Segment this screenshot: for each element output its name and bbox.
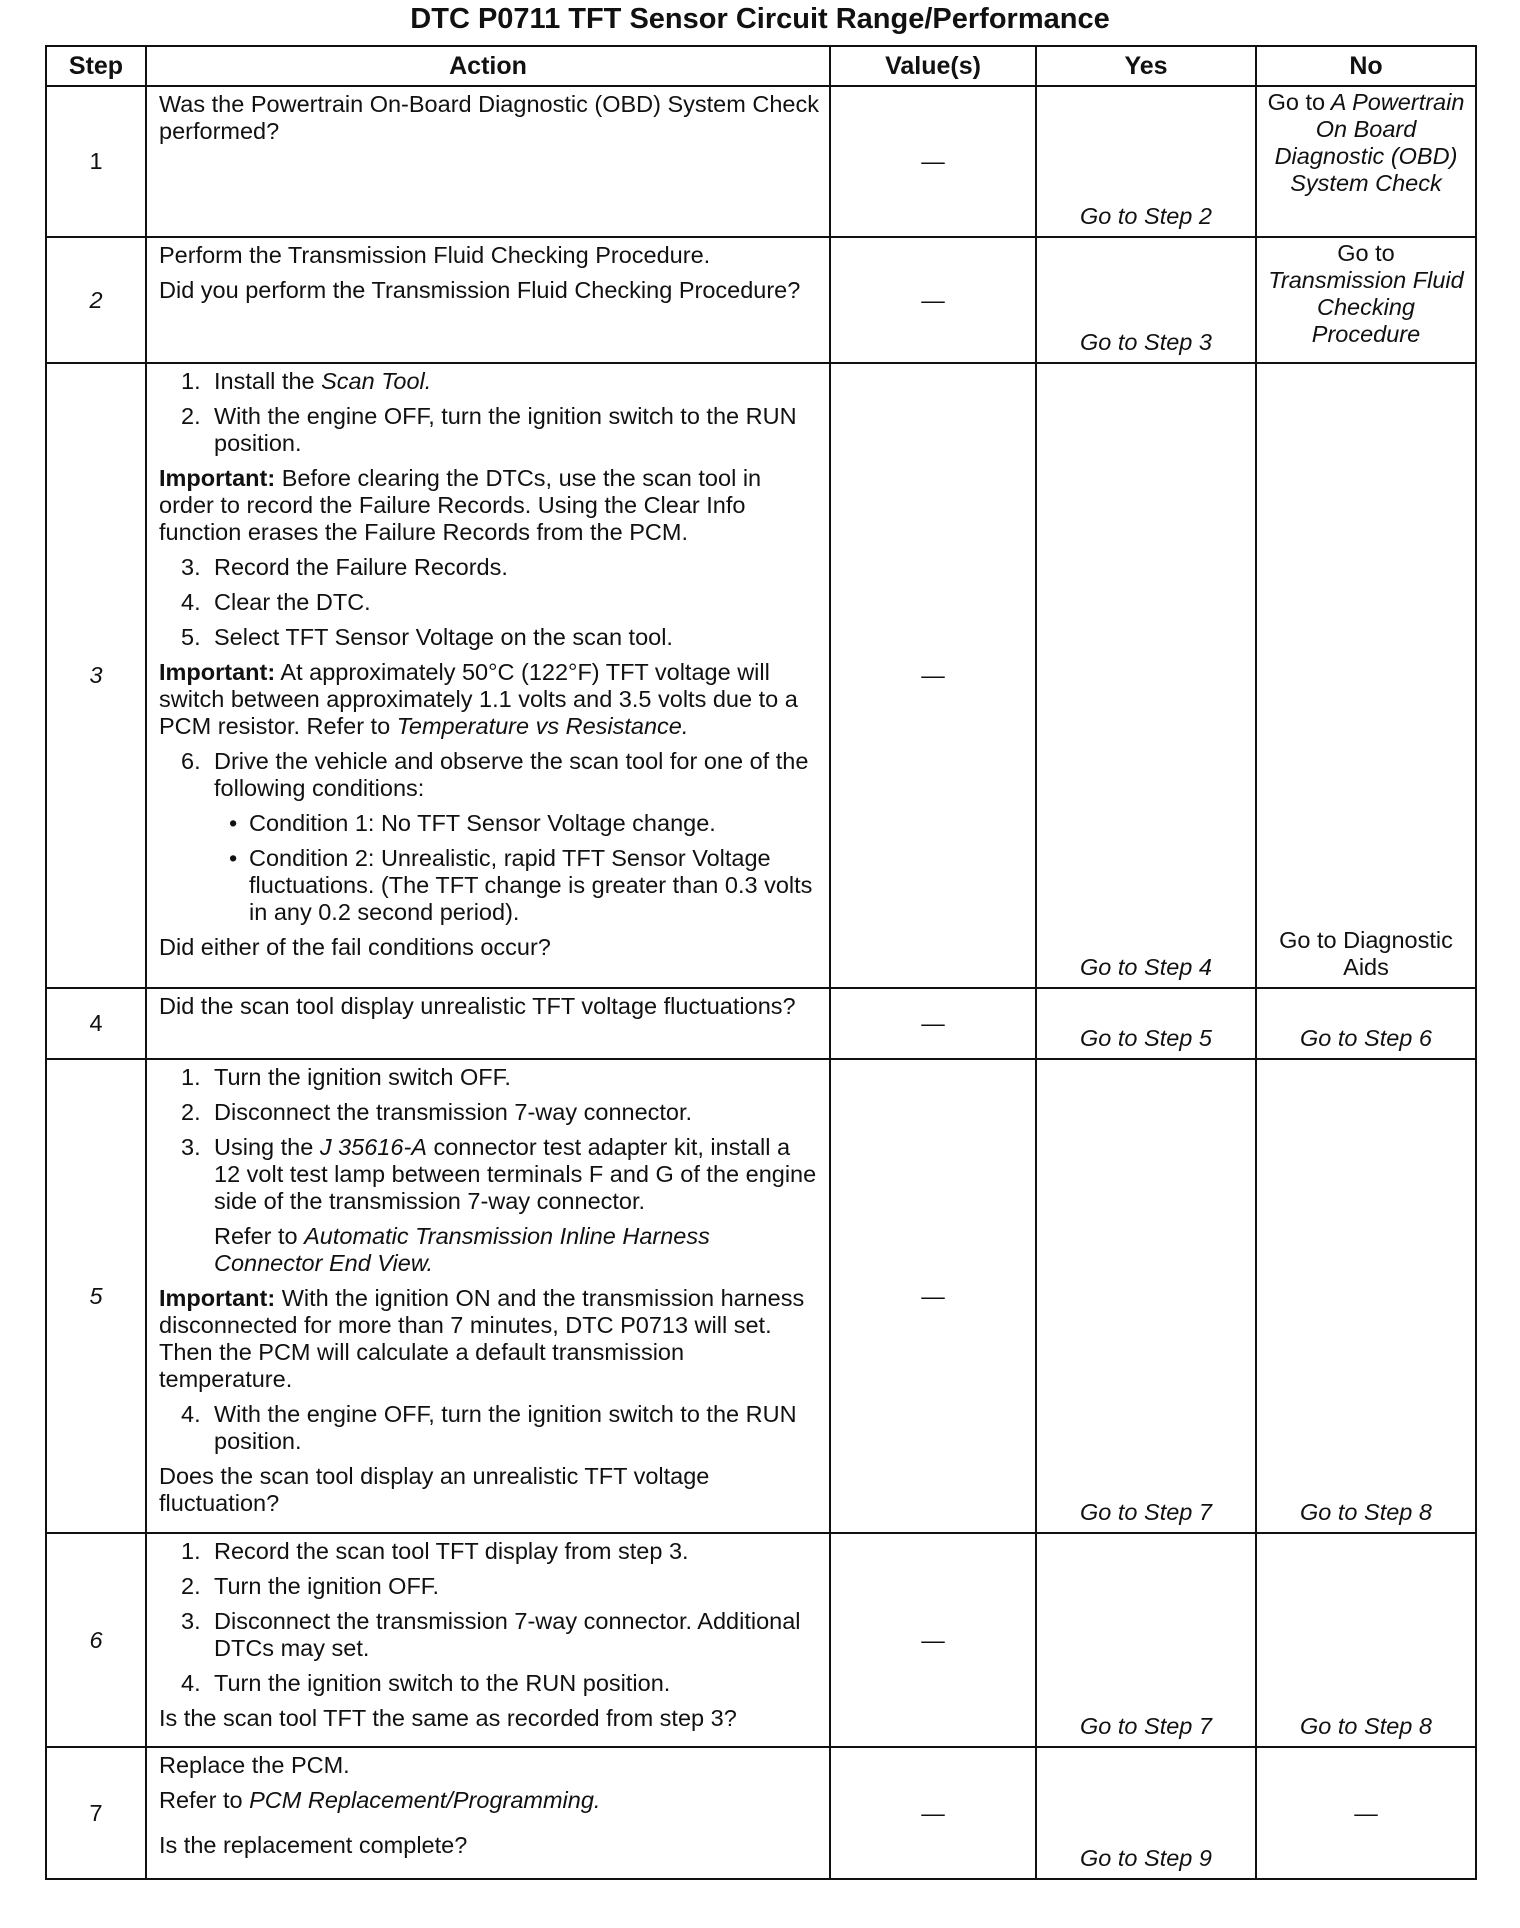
- action-text: Replace the PCM.: [159, 1752, 350, 1778]
- table-row: [46, 363, 1476, 988]
- step-text: Turn the ignition OFF.: [214, 1573, 440, 1599]
- condition-item: [159, 810, 819, 837]
- important-note: [159, 659, 819, 740]
- step-index: 4.: [181, 1401, 201, 1427]
- action-cell: [146, 988, 830, 1059]
- step-index: 4.: [181, 1670, 201, 1696]
- action-step: [159, 589, 819, 616]
- step-text: Disconnect the transmission 7-way connector. Additional DTCs may set.: [214, 1608, 801, 1661]
- step-number: 3: [46, 363, 146, 988]
- action-question: Did either of the fail conditions occur?: [159, 934, 551, 960]
- action-step: [159, 1538, 819, 1565]
- step-text: Install the: [214, 368, 315, 394]
- value-cell: —: [830, 1747, 1036, 1879]
- action-cell: [146, 86, 830, 237]
- yes-cell: Go to Step 2: [1036, 86, 1256, 237]
- action-question: Did the scan tool display unrealistic TFT voltage fluctuations?: [159, 993, 796, 1019]
- action-question: Did you perform the Transmission Fluid Checking Procedure?: [159, 277, 801, 303]
- page-title: DTC P0711 TFT Sensor Circuit Range/Performance: [410, 3, 1110, 35]
- action-cell: [146, 1747, 830, 1879]
- step-text: Record the scan tool TFT display from step 3.: [214, 1538, 689, 1564]
- condition-text: Condition 1: No TFT Sensor Voltage change.: [249, 810, 716, 836]
- value-cell: —: [830, 1059, 1036, 1533]
- step-text: Turn the ignition switch to the RUN position.: [214, 1670, 671, 1696]
- header-row: [46, 46, 1476, 86]
- step-text: Record the Failure Records.: [214, 554, 508, 580]
- action-step: [159, 1401, 819, 1455]
- value-cell: —: [830, 86, 1036, 237]
- table-row: [46, 1059, 1476, 1533]
- no-cell: Go to Step 8: [1256, 1533, 1476, 1747]
- action-cell: [146, 1059, 830, 1533]
- refer-reference: Automatic Transmission Inline Harness Connector End View.: [214, 1223, 710, 1276]
- step-text: Select TFT Sensor Voltage on the scan tool.: [214, 624, 673, 650]
- step-number: 1: [46, 86, 146, 237]
- action-question: Was the Powertrain On-Board Diagnostic (OBD) System Check performed?: [159, 91, 819, 144]
- action-cell: [146, 237, 830, 363]
- action-step: [159, 624, 819, 651]
- step-index: 2.: [181, 403, 201, 429]
- step-index: 1.: [181, 1538, 201, 1564]
- yes-cell: Go to Step 4: [1036, 363, 1256, 988]
- important-label: Important:: [159, 1285, 276, 1311]
- table-row: [46, 1747, 1476, 1879]
- action-step: [159, 1670, 819, 1697]
- value-cell: —: [830, 988, 1036, 1059]
- yes-cell: Go to Step 9: [1036, 1747, 1256, 1879]
- no-cell: Go to Diagnostic Aids: [1256, 363, 1476, 988]
- no-prefix: Go to: [1337, 240, 1395, 266]
- action-step: [159, 1608, 819, 1662]
- step-index: 1.: [181, 368, 201, 394]
- step-text-prefix: Using the: [214, 1134, 314, 1160]
- header-values: Value(s): [830, 46, 1036, 86]
- no-cell: [1256, 237, 1476, 363]
- action-cell: [146, 363, 830, 988]
- action-step: [159, 1064, 819, 1091]
- value-cell: —: [830, 1533, 1036, 1747]
- step-text: Drive the vehicle and observe the scan tool for one of the following conditions:: [214, 748, 809, 801]
- step-text: With the engine OFF, turn the ignition switch to the RUN position.: [214, 403, 797, 456]
- bullet: •: [229, 810, 238, 836]
- no-prefix: Go to: [1267, 89, 1326, 115]
- yes-cell: Go to Step 7: [1036, 1533, 1256, 1747]
- action-step: [159, 748, 819, 802]
- step-number: 7: [46, 1747, 146, 1879]
- step-reference: Scan Tool.: [321, 368, 432, 394]
- condition-item: [159, 845, 819, 926]
- step-text: With the engine OFF, turn the ignition switch to the RUN position.: [214, 1401, 797, 1454]
- action-question: Does the scan tool display an unrealistic TFT voltage fluctuation?: [159, 1463, 710, 1516]
- action-question: Is the replacement complete?: [159, 1832, 468, 1858]
- step-index: 1.: [181, 1064, 201, 1090]
- step-index: 5.: [181, 624, 201, 650]
- step-number: 5: [46, 1059, 146, 1533]
- important-text: At approximately 50°C (122°F) TFT voltage will switch between approximately 1.1 volts and 3.5 volts due to a PCM resistor. Refer to: [159, 659, 798, 739]
- diagnostic-table: [45, 45, 1477, 1880]
- step-number: 6: [46, 1533, 146, 1747]
- header-action: Action: [146, 46, 830, 86]
- action-text: Perform the Transmission Fluid Checking Procedure.: [159, 242, 711, 268]
- bullet: •: [229, 845, 238, 871]
- important-text: With the ignition ON and the transmission harness disconnected for more than 7 minutes, DTC P0713 will set. Then the PCM will calculate a default transmission temperature.: [159, 1285, 805, 1392]
- important-label: Important:: [159, 659, 276, 685]
- refer-note: [159, 1223, 819, 1277]
- header-no: No: [1256, 46, 1476, 86]
- table-row: [46, 1533, 1476, 1747]
- condition-text: Condition 2: Unrealistic, rapid TFT Sensor Voltage fluctuations. (The TFT change is greater than 0.3 volts in any 0.2 second period).: [249, 845, 813, 925]
- action-question: Is the scan tool TFT the same as recorded from step 3?: [159, 1705, 737, 1731]
- important-note: [159, 1285, 819, 1393]
- action-cell: [146, 1533, 830, 1747]
- no-cell: —: [1256, 1747, 1476, 1879]
- step-text: Clear the DTC.: [214, 589, 371, 615]
- step-index: 3.: [181, 1608, 201, 1634]
- table-row: [46, 237, 1476, 363]
- table-row: [46, 988, 1476, 1059]
- important-text: Before clearing the DTCs, use the scan tool in order to record the Failure Records. Using the Clear Info function erases the Failure Records from the PCM.: [159, 465, 762, 545]
- value-cell: —: [830, 237, 1036, 363]
- step-index: 4.: [181, 589, 201, 615]
- tool-reference: J 35616-A: [319, 1134, 427, 1160]
- step-index: 2.: [181, 1573, 201, 1599]
- action-step: [159, 1134, 819, 1215]
- no-cell: Go to Step 8: [1256, 1059, 1476, 1533]
- step-text: connector test adapter kit, install a 12 volt test lamp between terminals F and G of the engine side of the transmission 7-way connector.: [214, 1134, 817, 1214]
- step-text: Turn the ignition switch OFF.: [214, 1064, 511, 1090]
- step-index: 6.: [181, 748, 201, 774]
- action-step: [159, 368, 819, 395]
- yes-cell: Go to Step 7: [1036, 1059, 1256, 1533]
- refer-prefix: Refer to: [159, 1787, 243, 1813]
- action-step: [159, 554, 819, 581]
- value-cell: —: [830, 363, 1036, 988]
- action-step: [159, 1573, 819, 1600]
- step-index: 3.: [181, 1134, 201, 1160]
- header-step: Step: [46, 46, 146, 86]
- important-label: Important:: [159, 465, 276, 491]
- yes-cell: Go to Step 5: [1036, 988, 1256, 1059]
- step-number: 4: [46, 988, 146, 1059]
- no-reference: A Powertrain On Board Diagnostic (OBD) System Check: [1274, 89, 1465, 196]
- action-step: [159, 403, 819, 457]
- action-step: [159, 1099, 819, 1126]
- step-index: 2.: [181, 1099, 201, 1125]
- refer-note: [159, 1787, 819, 1814]
- important-reference: Temperature vs Resistance.: [396, 713, 689, 739]
- refer-reference: PCM Replacement/Programming.: [249, 1787, 601, 1813]
- table-row: [46, 86, 1476, 237]
- important-note: [159, 465, 819, 546]
- no-cell: Go to Step 6: [1256, 988, 1476, 1059]
- refer-prefix: Refer to: [214, 1223, 298, 1249]
- header-yes: Yes: [1036, 46, 1256, 86]
- no-cell: [1256, 86, 1476, 237]
- yes-cell: Go to Step 3: [1036, 237, 1256, 363]
- step-index: 3.: [181, 554, 201, 580]
- no-reference: Transmission Fluid Checking Procedure: [1268, 267, 1464, 347]
- step-number: 2: [46, 237, 146, 363]
- step-text: Disconnect the transmission 7-way connector.: [214, 1099, 693, 1125]
